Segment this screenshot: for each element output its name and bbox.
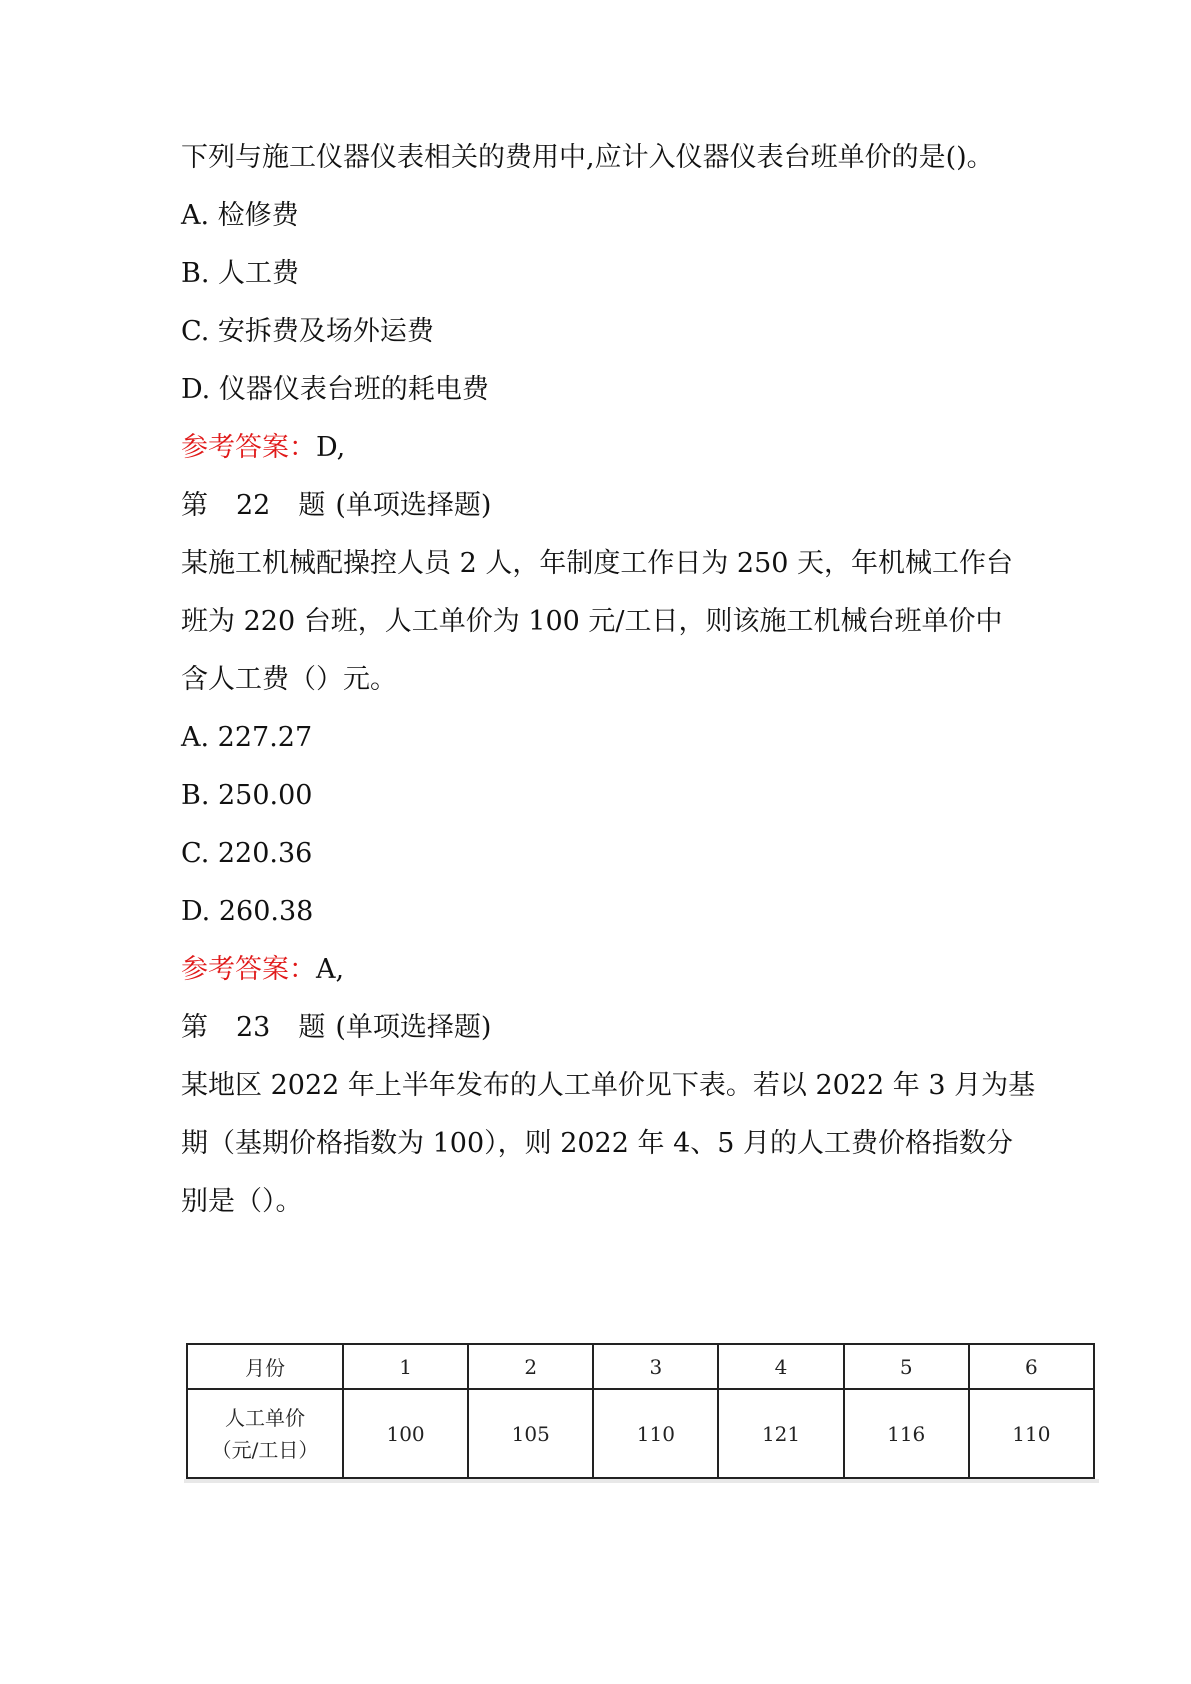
header-cell-month-4: 4: [718, 1344, 843, 1389]
q22-heading-prefix: 第: [181, 490, 208, 521]
q23-stem-line-3: 别是（）。: [181, 1186, 303, 1217]
header-cell-month-1: 1: [343, 1344, 468, 1389]
q22-option-c: C. 220.36: [181, 838, 313, 869]
q21-option-c: C. 安拆费及场外运费: [181, 316, 434, 347]
value-cell-month-5: 116: [844, 1389, 969, 1478]
labor-price-table: [186, 1343, 1095, 1479]
value-cell-month-6: 110: [969, 1389, 1094, 1478]
q22-number: 22: [236, 490, 271, 521]
table-row-labor-price: [187, 1389, 1094, 1478]
answer-value: D,: [316, 432, 346, 463]
q23-stem-line-2: 期（基期价格指数为 100），则 2022 年 4、5 月的人工费价格指数分: [181, 1128, 1014, 1159]
row-label-labor-price: [187, 1389, 343, 1478]
header-cell-month-3: 3: [593, 1344, 718, 1389]
q23-stem-line-1: 某地区 2022 年上半年发布的人工单价见下表。若以 2022 年 3 月为基: [181, 1070, 1036, 1101]
answer-value: A,: [316, 954, 345, 985]
q23-heading-suffix: 题: [298, 1012, 326, 1043]
q23-number: 23: [236, 1012, 271, 1043]
q22-answer: [181, 952, 344, 988]
header-cell-month-5: 5: [844, 1344, 969, 1389]
q22-stem-line-1: 某施工机械配操控人员 2 人，年制度工作日为 250 天，年机械工作台: [181, 548, 1014, 579]
value-cell-month-4: 121: [718, 1389, 843, 1478]
table-scan-shadow: [184, 1479, 1099, 1483]
header-cell-month-6: 6: [969, 1344, 1094, 1389]
q22-stem-line-2: 班为 220 台班，人工单价为 100 元/工日，则该施工机械台班单价中: [181, 606, 1003, 637]
header-cell-month-2: 2: [468, 1344, 593, 1389]
q22-heading-suffix: 题: [298, 490, 326, 521]
q22-heading: [181, 488, 491, 524]
q21-stem: 下列与施工仪器仪表相关的费用中,应计入仪器仪表台班单价的是()。: [181, 142, 994, 173]
row-label-line-2: （元/工日）: [211, 1437, 319, 1462]
answer-label: 参考答案：: [181, 954, 316, 985]
q22-type: (单项选择题): [335, 490, 492, 521]
q23-heading-prefix: 第: [181, 1012, 208, 1043]
q22-option-a: A. 227.27: [181, 722, 313, 753]
value-cell-month-3: 110: [593, 1389, 718, 1478]
q21-option-d: D. 仪器仪表台班的耗电费: [181, 374, 489, 405]
q23-heading: [181, 1010, 491, 1046]
value-cell-month-1: 100: [343, 1389, 468, 1478]
value-cell-month-2: 105: [468, 1389, 593, 1478]
table-header-row: [187, 1344, 1094, 1389]
q23-type: (单项选择题): [335, 1012, 492, 1043]
row-label-line-1: 人工单价: [225, 1405, 305, 1430]
q21-option-b: B. 人工费: [181, 258, 300, 289]
q21-option-a: A. 检修费: [181, 200, 299, 231]
q22-stem-line-3: 含人工费（）元。: [181, 664, 397, 695]
q21-answer: [181, 430, 345, 466]
q22-option-d: D. 260.38: [181, 896, 314, 927]
header-cell-month: 月份: [187, 1344, 343, 1389]
answer-label: 参考答案：: [181, 432, 316, 463]
q22-option-b: B. 250.00: [181, 780, 313, 811]
